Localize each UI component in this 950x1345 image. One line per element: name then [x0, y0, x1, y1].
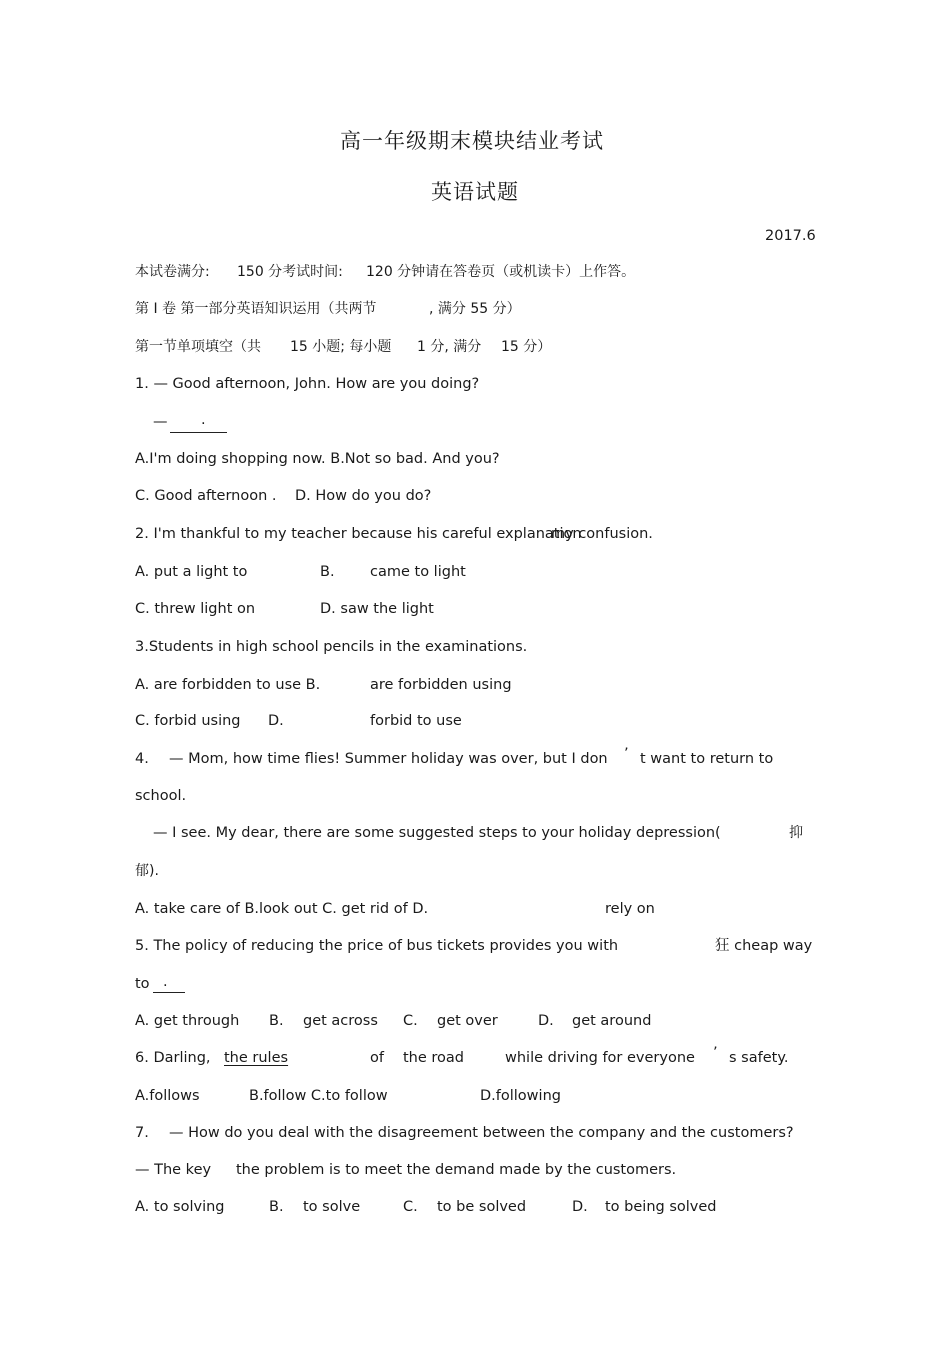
q3-option-a: A. are forbidden to use B.: [135, 677, 321, 693]
q2-stem-end: my confusion.: [551, 526, 653, 542]
q7-option-b-letter: B.: [269, 1199, 284, 1215]
info-instructions: 120 分钟请在答卷页（或机读卡）上作答。: [366, 264, 636, 280]
q5-option-d-letter: D.: [538, 1013, 554, 1029]
q4-reply-gloss-a: 抑: [789, 825, 803, 841]
exam-title: 高一年级期末模块结业考试: [340, 129, 604, 153]
info-time: 150 分考试时间:: [237, 264, 343, 280]
q4-stem: — Mom, how time flies! Summer holiday was over, but I don: [169, 751, 608, 767]
q6-options-bc: B.follow C.to follow: [249, 1088, 388, 1104]
q5-option-c: get over: [437, 1013, 498, 1029]
info-full-score: 本试卷满分:: [135, 264, 210, 280]
section-part-one-score: , 满分 55 分）: [429, 301, 521, 317]
q6-stem-road: the road: [403, 1050, 465, 1066]
q7-option-c: to be solved: [437, 1199, 527, 1215]
q5-option-b-letter: B.: [269, 1013, 284, 1029]
q5-option-a: A. get through: [135, 1013, 240, 1029]
q2-option-b-letter: B.: [320, 564, 335, 580]
q7-reply: — The key: [135, 1162, 212, 1178]
q5-option-d: get around: [572, 1013, 652, 1029]
q4-stem-cont: t want to return to: [640, 751, 774, 767]
q2-option-b: came to light: [370, 564, 466, 580]
q7-option-c-letter: C.: [403, 1199, 418, 1215]
q3-option-b: are forbidden using: [370, 677, 512, 693]
q4-reply: — I see. My dear, there are some suggested steps to your holiday depression(: [153, 825, 721, 841]
q6-stem-while: while driving for everyone: [505, 1050, 695, 1066]
q6-stem-of: of: [370, 1050, 384, 1066]
q1-dash: —: [153, 414, 168, 430]
q6-option-d: D.following: [480, 1088, 561, 1104]
q5-answer-blank: [153, 978, 185, 993]
q5-stem-end: to: [135, 976, 150, 992]
q1-option-d: D. How do you do?: [295, 488, 432, 504]
q6-option-a: A.follows: [135, 1088, 200, 1104]
q2-option-c: C. threw light on: [135, 601, 256, 617]
q2-stem: 2. I'm thankful to my teacher because his careful explanation: [135, 526, 582, 542]
q1-options-ab: A.I'm doing shopping now. B.Not so bad. And you?: [135, 451, 500, 467]
section-single-choice: 第一节单项填空（共: [135, 339, 261, 355]
q4-stem-end: school.: [135, 788, 187, 804]
q7-option-d: to being solved: [605, 1199, 717, 1215]
q7-number: 7.: [135, 1125, 149, 1141]
q6-stem: 6. Darling,: [135, 1050, 211, 1066]
q7-option-a: A. to solving: [135, 1199, 225, 1215]
q3-stem: 3.Students in high school pencils in the examinations.: [135, 639, 528, 655]
q3-option-d-letter: D.: [268, 713, 284, 729]
exam-date: 2017.6: [765, 228, 816, 244]
q2-option-d: D. saw the light: [320, 601, 434, 617]
q6-stem-end: s safety.: [729, 1050, 789, 1066]
section-count: 15 小题; 每小题: [290, 339, 392, 355]
section-per-item: 1 分, 满分: [417, 339, 482, 355]
q7-option-b: to solve: [303, 1199, 361, 1215]
q5-stem-cont: 狂 cheap way: [715, 938, 813, 954]
q1-option-c: C. Good afternoon .: [135, 488, 277, 504]
q4-reply-gloss-b: 郁).: [135, 863, 159, 879]
q4-apostrophe: ’: [624, 746, 629, 762]
q4-option-d: rely on: [605, 901, 655, 917]
q7-reply-cont: the problem is to meet the demand made by the customers.: [236, 1162, 677, 1178]
q7-option-d-letter: D.: [572, 1199, 588, 1215]
q5-blank-dot: .: [163, 974, 168, 990]
q1-stem: 1. — Good afternoon, John. How are you doing?: [135, 376, 480, 392]
q5-option-b: get across: [303, 1013, 378, 1029]
q3-option-d: forbid to use: [370, 713, 462, 729]
q1-blank-dot: .: [201, 412, 206, 428]
section-part-one: 第 I 卷 第一部分英语知识运用（共两节: [135, 301, 377, 317]
section-total: 15 分）: [501, 339, 552, 355]
q6-apostrophe: ’: [713, 1045, 718, 1061]
q7-stem: — How do you deal with the disagreement between the company and the customers?: [169, 1125, 794, 1141]
q4-number: 4.: [135, 751, 149, 767]
q5-stem: 5. The policy of reducing the price of bus tickets provides you with: [135, 938, 619, 954]
q1-answer-blank: [170, 418, 227, 433]
exam-subtitle: 英语试题: [431, 180, 519, 204]
q3-option-c: C. forbid using: [135, 713, 241, 729]
q6-underlined-phrase: the rules: [224, 1050, 289, 1066]
q4-options-abc: A. take care of B.look out C. get rid of D.: [135, 901, 429, 917]
q5-option-c-letter: C.: [403, 1013, 418, 1029]
q2-option-a: A. put a light to: [135, 564, 248, 580]
